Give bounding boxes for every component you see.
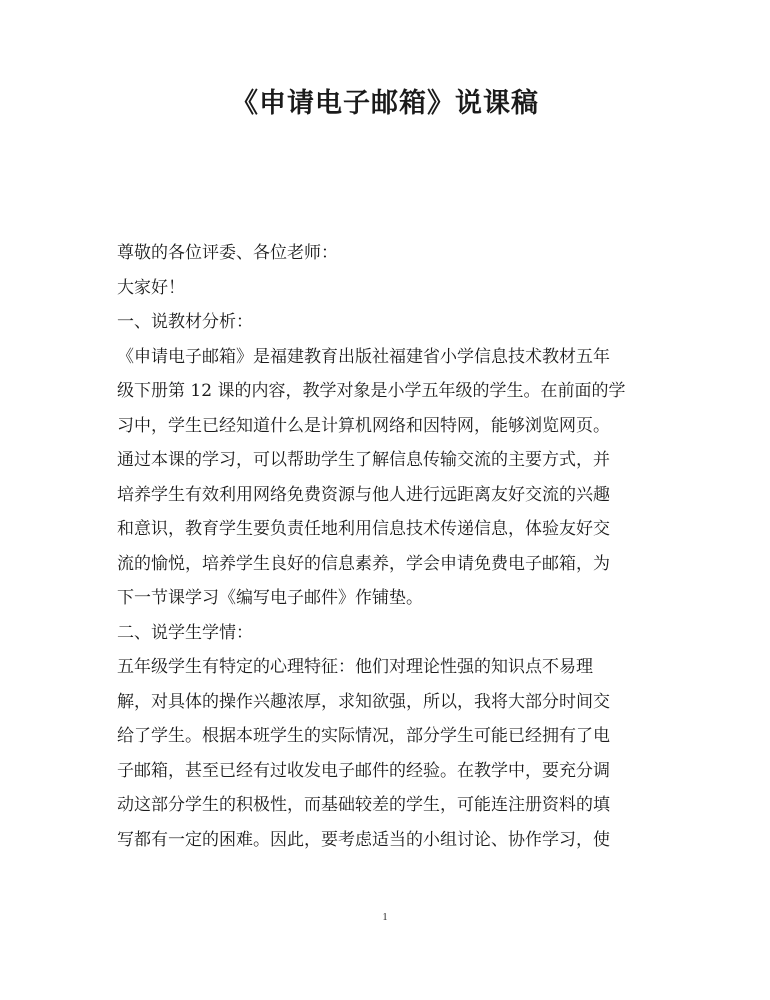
page-title: 《申请电子邮箱》说课稿 [231,88,539,119]
text-line: 培养学生有效利用网络免费资源与他人进行远距离友好交流的兴趣 [117,484,610,505]
text-line: 下一节课学习《编写电子邮件》作铺垫。 [117,588,423,608]
text-line: 《申请电子邮箱》是福建教育出版社福建省小学信息技术教材五年 [117,346,610,367]
text-line: 给了学生。根据本班学生的实际情况，部分学生可能已经拥有了电 [117,726,610,746]
text-line: 子邮箱，甚至已经有过收发电子邮件的经验。在教学中，要充分调 [117,760,610,781]
section-heading: 一、说教材分析： [117,312,253,332]
text-line: 写都有一定的困难。因此，要考虑适当的小组讨论、协作学习，使 [117,829,610,850]
text-line: 五年级学生有特定的心理特征：他们对理论性强的知识点不易理 [117,657,593,677]
section-heading: 二、说学生学情： [117,622,253,643]
text-line: 大家好！ [117,277,185,298]
text-line: 通过本课的学习，可以帮助学生了解信息传输交流的主要方式，并 [117,450,610,470]
text-line: 级下册第 12 课的内容，教学对象是小学五年级的学生。在前面的学 [117,381,626,401]
text-line: 解，对具体的操作兴趣浓厚，求知欲强，所以，我将大部分时间交 [117,691,610,712]
text-line: 动这部分学生的积极性，而基础较差的学生，可能连注册资料的填 [117,795,610,815]
page-number: 1 [382,912,388,923]
text-line: 习中，学生已经知道什么是计算机网络和因特网，能够浏览网页。 [117,415,610,436]
text-line: 流的愉悦，培养学生良好的信息素养，学会申请免费电子邮箱，为 [117,553,610,574]
body-text [117,236,657,857]
text-line: 和意识，教育学生要负责任地利用信息技术传递信息，体验友好交 [117,519,610,539]
text-line: 尊敬的各位评委、各位老师： [117,243,338,263]
